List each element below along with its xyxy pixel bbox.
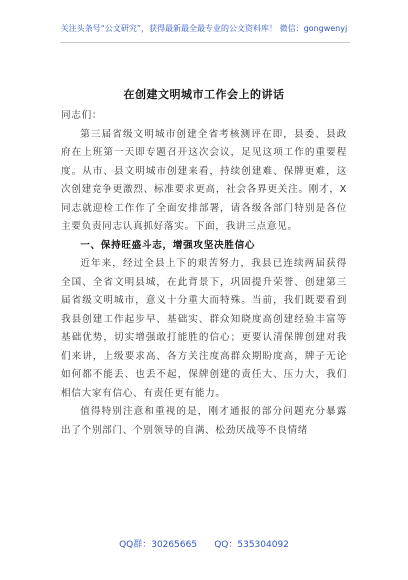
header-banner: 关注头条号“公文研究”，获得最新最全最专业的公文资料库！ 微信：gongwenyj	[60, 24, 348, 33]
section-heading-1: 一、保持旺盛斗志，增强攻坚决胜信心	[80, 239, 256, 251]
salutation: 同志们：	[61, 110, 103, 121]
document-body	[61, 107, 347, 440]
document-title: 在创建文明城市工作会上的讲话	[123, 88, 285, 101]
paragraph-1: 第三届省级文明城市创建全省考核测评在即，县委、县政府在上班第一天即专题召开这次会议，足见这项工作的重要程度。从市、县文明城市创建来看，持续创建难、保牌更难，这次创建竞争更激烈、标准要求更高，社会各界更关注。刚才，X同志就迎检工作作了全面安排部署，请各级各部门特别是各位主要负责同志认真抓好落实。下面，我讲三点意见。	[61, 128, 347, 232]
footer-contact: QQ群：30265665 QQ：535304092	[119, 540, 289, 550]
header-divider	[60, 42, 350, 43]
paragraph-3: 值得特别注意和重视的是，刚才通报的部分问题充分暴露出了个别部门、个别领导的自满、松劲厌战等不良情绪	[61, 406, 347, 436]
paragraph-2: 近年来，经过全县上下的艰苦努力，我县已连续两届获得全国、全省文明县城，在此背景下，巩固提升荣誉、创建第三届省级文明城市，意义十分重大而特殊。当前，我们既要看到我县创建工作起步早、基础实、群众知晓度高创建经验丰富等基础优势，切实增强敢打能胜的信心；更要认清保牌创建对我们来讲，上级要求高、各方关注度高群众期盼度高，牌子无论如何都不能丢、也丢不起，保牌创建的责任大、压力大，我们相信大家有信心、有责任更有能力。	[61, 258, 347, 399]
